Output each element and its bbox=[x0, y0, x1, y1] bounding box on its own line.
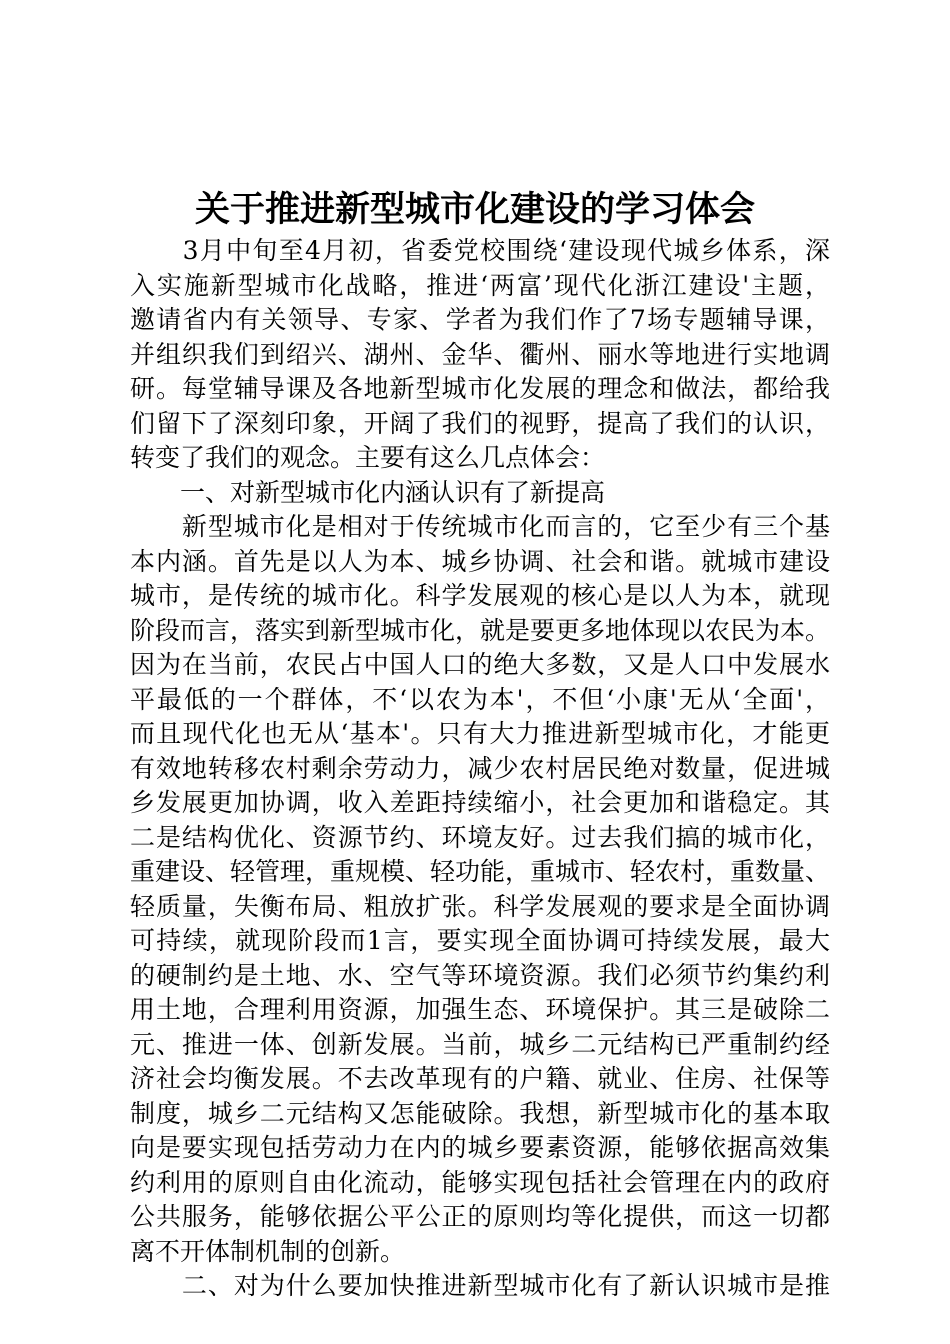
body-line: 入实施新型城市化战略，推进‘两富’现代化浙江建设'主题， bbox=[130, 271, 830, 300]
body-line: 城市，是传统的城市化。科学发展观的核心是以人为本，就现 bbox=[130, 581, 830, 610]
body-line: 离不开体制机制的创新。 bbox=[130, 1237, 406, 1266]
document-title: 关于推进新型城市化建设的学习体会 bbox=[194, 189, 755, 230]
body-line: 而且现代化也无从‘基本'。只有大力推进新型城市化，才能更 bbox=[130, 719, 830, 748]
body-line: 用土地，合理利用资源，加强生态、环境保护。其三是破除二 bbox=[130, 995, 830, 1024]
body-line: 本内涵。首先是以人为本、城乡协调、社会和谐。就城市建设 bbox=[130, 547, 830, 576]
body-line: 的硬制约是土地、水、空气等环境资源。我们必须节约集约利 bbox=[130, 961, 830, 990]
body-line: 阶段而言，落实到新型城市化，就是要更多地体现以农民为本。 bbox=[130, 616, 831, 645]
body-line: 3月中旬至4月初，省委党校围绕‘建设现代城乡体系，深 bbox=[130, 236, 830, 265]
body-line: 二、对为什么要加快推进新型城市化有了新认识城市是推 bbox=[130, 1271, 830, 1300]
body-line: 一、对新型城市化内涵认识有了新提高 bbox=[130, 478, 606, 507]
body-line: 济社会均衡发展。不去改革现有的户籍、就业、住房、社保等 bbox=[130, 1064, 830, 1093]
body-line: 二是结构优化、资源节约、环境友好。过去我们搞的城市化， bbox=[130, 823, 830, 852]
body-line: 研。每堂辅导课及各地新型城市化发展的理念和做法，都给我 bbox=[130, 374, 830, 403]
body-line: 转变了我们的观念。主要有这么几点体会： bbox=[130, 443, 606, 472]
body-line: 有效地转移农村剩余劳动力，减少农村居民绝对数量，促进城 bbox=[130, 754, 830, 783]
body-line: 可持续，就现阶段而1言，要实现全面协调可持续发展，最大 bbox=[130, 926, 830, 955]
body-line: 重建设、轻管理，重规模、轻功能，重城市、轻农村，重数量、 bbox=[130, 857, 831, 886]
body-line: 轻质量，失衡布局、粗放扩张。科学发展观的要求是全面协调 bbox=[130, 892, 830, 921]
body-line: 向是要实现包括劳动力在内的城乡要素资源，能够依据高效集 bbox=[130, 1133, 830, 1162]
body-line: 新型城市化是相对于传统城市化而言的，它至少有三个基 bbox=[130, 512, 830, 541]
body-line: 乡发展更加协调，收入差距持续缩小，社会更加和谐稳定。其 bbox=[130, 788, 830, 817]
body-line: 因为在当前，农民占中国人口的绝大多数，又是人口中发展水 bbox=[130, 650, 830, 679]
body-line: 们留下了深刻印象，开阔了我们的视野，提高了我们的认识， bbox=[130, 409, 830, 438]
body-line: 制度，城乡二元结构又怎能破除。我想，新型城市化的基本取 bbox=[130, 1099, 830, 1128]
body-line: 平最低的一个群体，不‘以农为本'，不但‘小康'无从‘全面'， bbox=[130, 685, 830, 714]
body-line: 元、推进一体、创新发展。当前，城乡二元结构已严重制约经 bbox=[130, 1030, 830, 1059]
body-line: 约利用的原则自由化流动，能够实现包括社会管理在内的政府 bbox=[130, 1168, 830, 1197]
body-line: 邀请省内有关领导、专家、学者为我们作了7场专题辅导课， bbox=[130, 305, 830, 334]
body-line: 公共服务，能够依据公平公正的原则均等化提供，而这一切都 bbox=[130, 1202, 830, 1231]
body-line: 并组织我们到绍兴、湖州、金华、衢州、丽水等地进行实地调 bbox=[130, 340, 830, 369]
